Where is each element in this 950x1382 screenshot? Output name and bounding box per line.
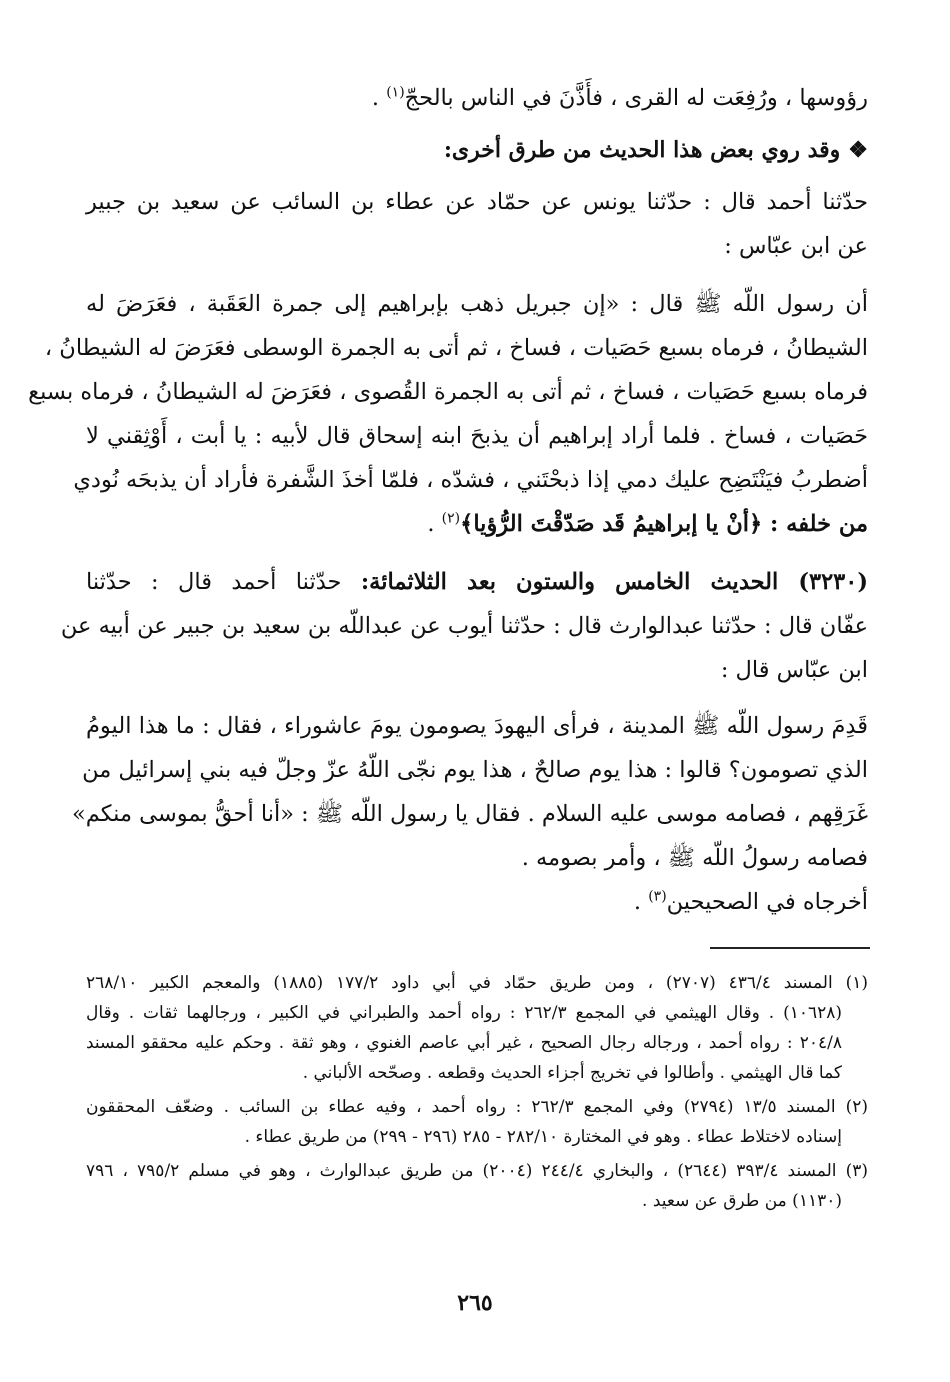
quran-quote: من خلفه : ﴿أنْ يا إبراهيمُ قَد صَدّقْتَ الرُّؤيا﴾ bbox=[460, 511, 868, 537]
hadith-3230 bbox=[60, 560, 868, 692]
isnad-1 bbox=[86, 180, 868, 268]
text-line: رؤوسها ، ورُفِعَت له القرى ، فأَذَّنَ في الناس بالحجّ$^{(١)}$ . bbox=[371, 84, 868, 111]
matn-2 bbox=[71, 704, 868, 924]
footnote-line: (١) المسند ٤٣٦/٤ (٢٧٠٧) ، ومن طريق حمّاد في أبي داود ١٧٧/٢ (١٨٨٥) والمعجم الكبير ٢٦٨/١٠ bbox=[86, 973, 868, 993]
footnote-line: إسناده لاختلاط عطاء . وهو في المختارة ٢٨٢/١٠ - ٢٨٥ (٢٩٦ - ٢٩٩) من طريق عطاء . bbox=[244, 1127, 842, 1147]
text-line: غَرَقِهم ، فصامه موسى عليه السلام . فقال يا رسول اللّه ﷺ : «أنا أحقُّ بموسى منكم» bbox=[71, 801, 868, 827]
hadith-title: (٣٢٣٠) الحديث الخامس والستون بعد الثلاثمائة: bbox=[360, 569, 868, 595]
text-line: عن ابن عبّاس : bbox=[724, 233, 868, 259]
text-line: عفّان قال : حدّثنا عبدالوارث قال : حدّثنا أيوب عن عبداللّه بن سعيد بن جبير عن أبيه عن bbox=[60, 613, 868, 639]
section-heading bbox=[444, 130, 868, 170]
text-line: ابن عبّاس قال : bbox=[720, 657, 868, 683]
text-line: أضطربُ فيَنْتَضِح عليك دمي إذا ذبحْتَني ، فشدّه ، فلمّا أخذَ الشَّفرة فأراد أن يذبحَه نُودي bbox=[73, 467, 868, 493]
text-line: الذي تصومون؟ قالوا : هذا يوم صالحٌ ، هذا يوم نجّى اللّهُ عزّ وجلّ فيه بني إسرائيل من bbox=[82, 757, 868, 783]
matn-1 bbox=[28, 282, 868, 546]
text-line: أخرجاه في الصحيحين$^{(٣)}$ . bbox=[633, 888, 868, 915]
text-line: فرماه بسبع حَصَيات ، فساخ ، ثم أتى به الجمرة القُصوى ، فعَرَضَ له الشيطانُ ، فرماه بسبع bbox=[28, 379, 868, 405]
footnote-ref-3[interactable]: (٣) bbox=[648, 888, 667, 905]
text-line: قَدِمَ رسول اللّه ﷺ المدينة ، فرأى اليهودَ يصومون يومَ عاشوراء ، فقال : ما هذا اليومُ bbox=[86, 713, 868, 739]
footnote-line: كما قال الهيثمي . وأطالوا في تخريج أجزاء الحديث وقطعه . وصحّحه الألباني . bbox=[302, 1063, 842, 1083]
footnote-line: (١١٣٠) من طرق عن سعيد . bbox=[642, 1191, 842, 1211]
opening-passage bbox=[86, 76, 868, 120]
footnote-line: (٢) المسند ١٣/٥ (٢٧٩٤) وفي المجمع ٢٦٢/٣ : رواه أحمد ، وفيه عطاء بن السائب . وضعّف المحققون bbox=[86, 1097, 868, 1117]
diamond-bullet-icon: ❖ bbox=[848, 137, 868, 163]
footnote-line: ٢٠٤/٨ : رواه أحمد ، ورجاله رجال الصحيح ، غير أبي عاصم الغنوي ، وهو ثقة . وحكم عليه محققو المسند bbox=[86, 1033, 842, 1053]
footnote-2 bbox=[86, 1092, 868, 1152]
text-line: من خلفه : ﴿أنْ يا إبراهيمُ قَد صَدّقْتَ الرُّؤيا﴾$^{(٢)}$ . bbox=[427, 510, 868, 537]
footnote-ref-1[interactable]: (١) bbox=[386, 84, 405, 101]
footnote-3 bbox=[86, 1156, 868, 1216]
text-line: الشيطانُ ، فرماه بسبع حَصَيات ، فساخ ، ثم أتى به الجمرة الوسطى فعَرَضَ له الشيطانُ ، bbox=[44, 335, 868, 361]
text-line: حدّثنا أحمد قال : حدّثنا يونس عن حمّاد عن عطاء بن السائب عن سعيد بن جبير bbox=[86, 189, 868, 215]
footnote-ref-2[interactable]: (٢) bbox=[441, 510, 461, 527]
footnote-line: (٣) المسند ٣٩٣/٤ (٢٦٤٤) ، والبخاري ٢٤٤/٤ (٢٠٠٤) من طريق عبدالوارث ، وهو في مسلم ٧٩٥/٢ ، ٧٩٦ bbox=[86, 1161, 868, 1181]
text-line: أن رسول اللّه ﷺ قال : «إن جبريل ذهب بإبراهيم إلى جمرة العَقَبة ، فعَرَضَ له bbox=[86, 291, 868, 317]
text-line: فصامه رسولُ اللّه ﷺ ، وأمر بصومه . bbox=[521, 845, 868, 871]
footnote-line: (١٠٦٢٨) . وقال الهيثمي في المجمع ٢٦٢/٣ : رواه أحمد والطبراني في الكبير ، ورجالهما ثقات . وقال bbox=[86, 1003, 843, 1023]
footnotes bbox=[86, 968, 868, 1216]
text-line: حَصَيات ، فساخ . فلما أراد إبراهيم أن يذبحَ ابنه إسحاق قال لأبيه : يا أبت ، أَوْثِقني لا bbox=[86, 423, 868, 449]
text-line: (٣٢٣٠) الحديث الخامس والستون بعد الثلاثمائة: حدّثنا أحمد قال : حدّثنا bbox=[86, 569, 868, 595]
footnote-1 bbox=[86, 968, 868, 1088]
heading-text: وقد روي بعض هذا الحديث من طرق أخرى: bbox=[443, 137, 841, 163]
page-number: ٢٦٥ bbox=[457, 1290, 493, 1316]
footnote-separator bbox=[710, 947, 870, 949]
